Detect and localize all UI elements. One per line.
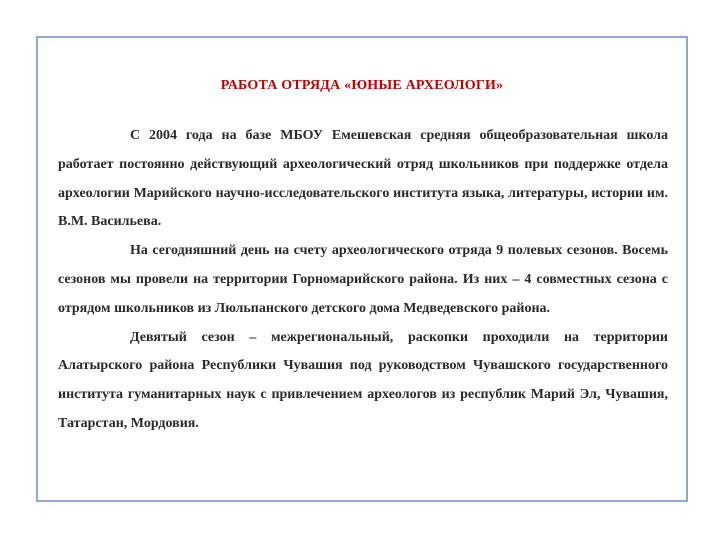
content-frame (36, 36, 688, 502)
paragraph-1: С 2004 года на базе МБОУ Емешевская средняя общеобразовательная школа работает постоянно действующий археологический отряд школьников при поддержке отдела археологии Марийского научно-исследовательского института языка, литературы, истории им. В.М. Васильева. (58, 128, 668, 230)
paragraph-2: На сегодняшний день на счету археологического отряда 9 полевых сезонов. Восемь сезонов мы провели на территории Горномарийского района. Из них – 4 совместных сезона с отрядом школьников из Люльпанского детского дома Медведевского района. (58, 243, 668, 316)
body-text (58, 122, 668, 439)
slide-title: РАБОТА ОТРЯДА «ЮНЫЕ АРХЕОЛОГИ» (220, 78, 504, 93)
paragraph-3: Девятый сезон – межрегиональный, раскопки проходили на территории Алатырского района Республики Чувашия под руководством Чувашского государственного института гуманитарных наук с привлечением археологов из республик Марий Эл, Чувашия, Татарстан, Мордовия. (58, 329, 668, 431)
